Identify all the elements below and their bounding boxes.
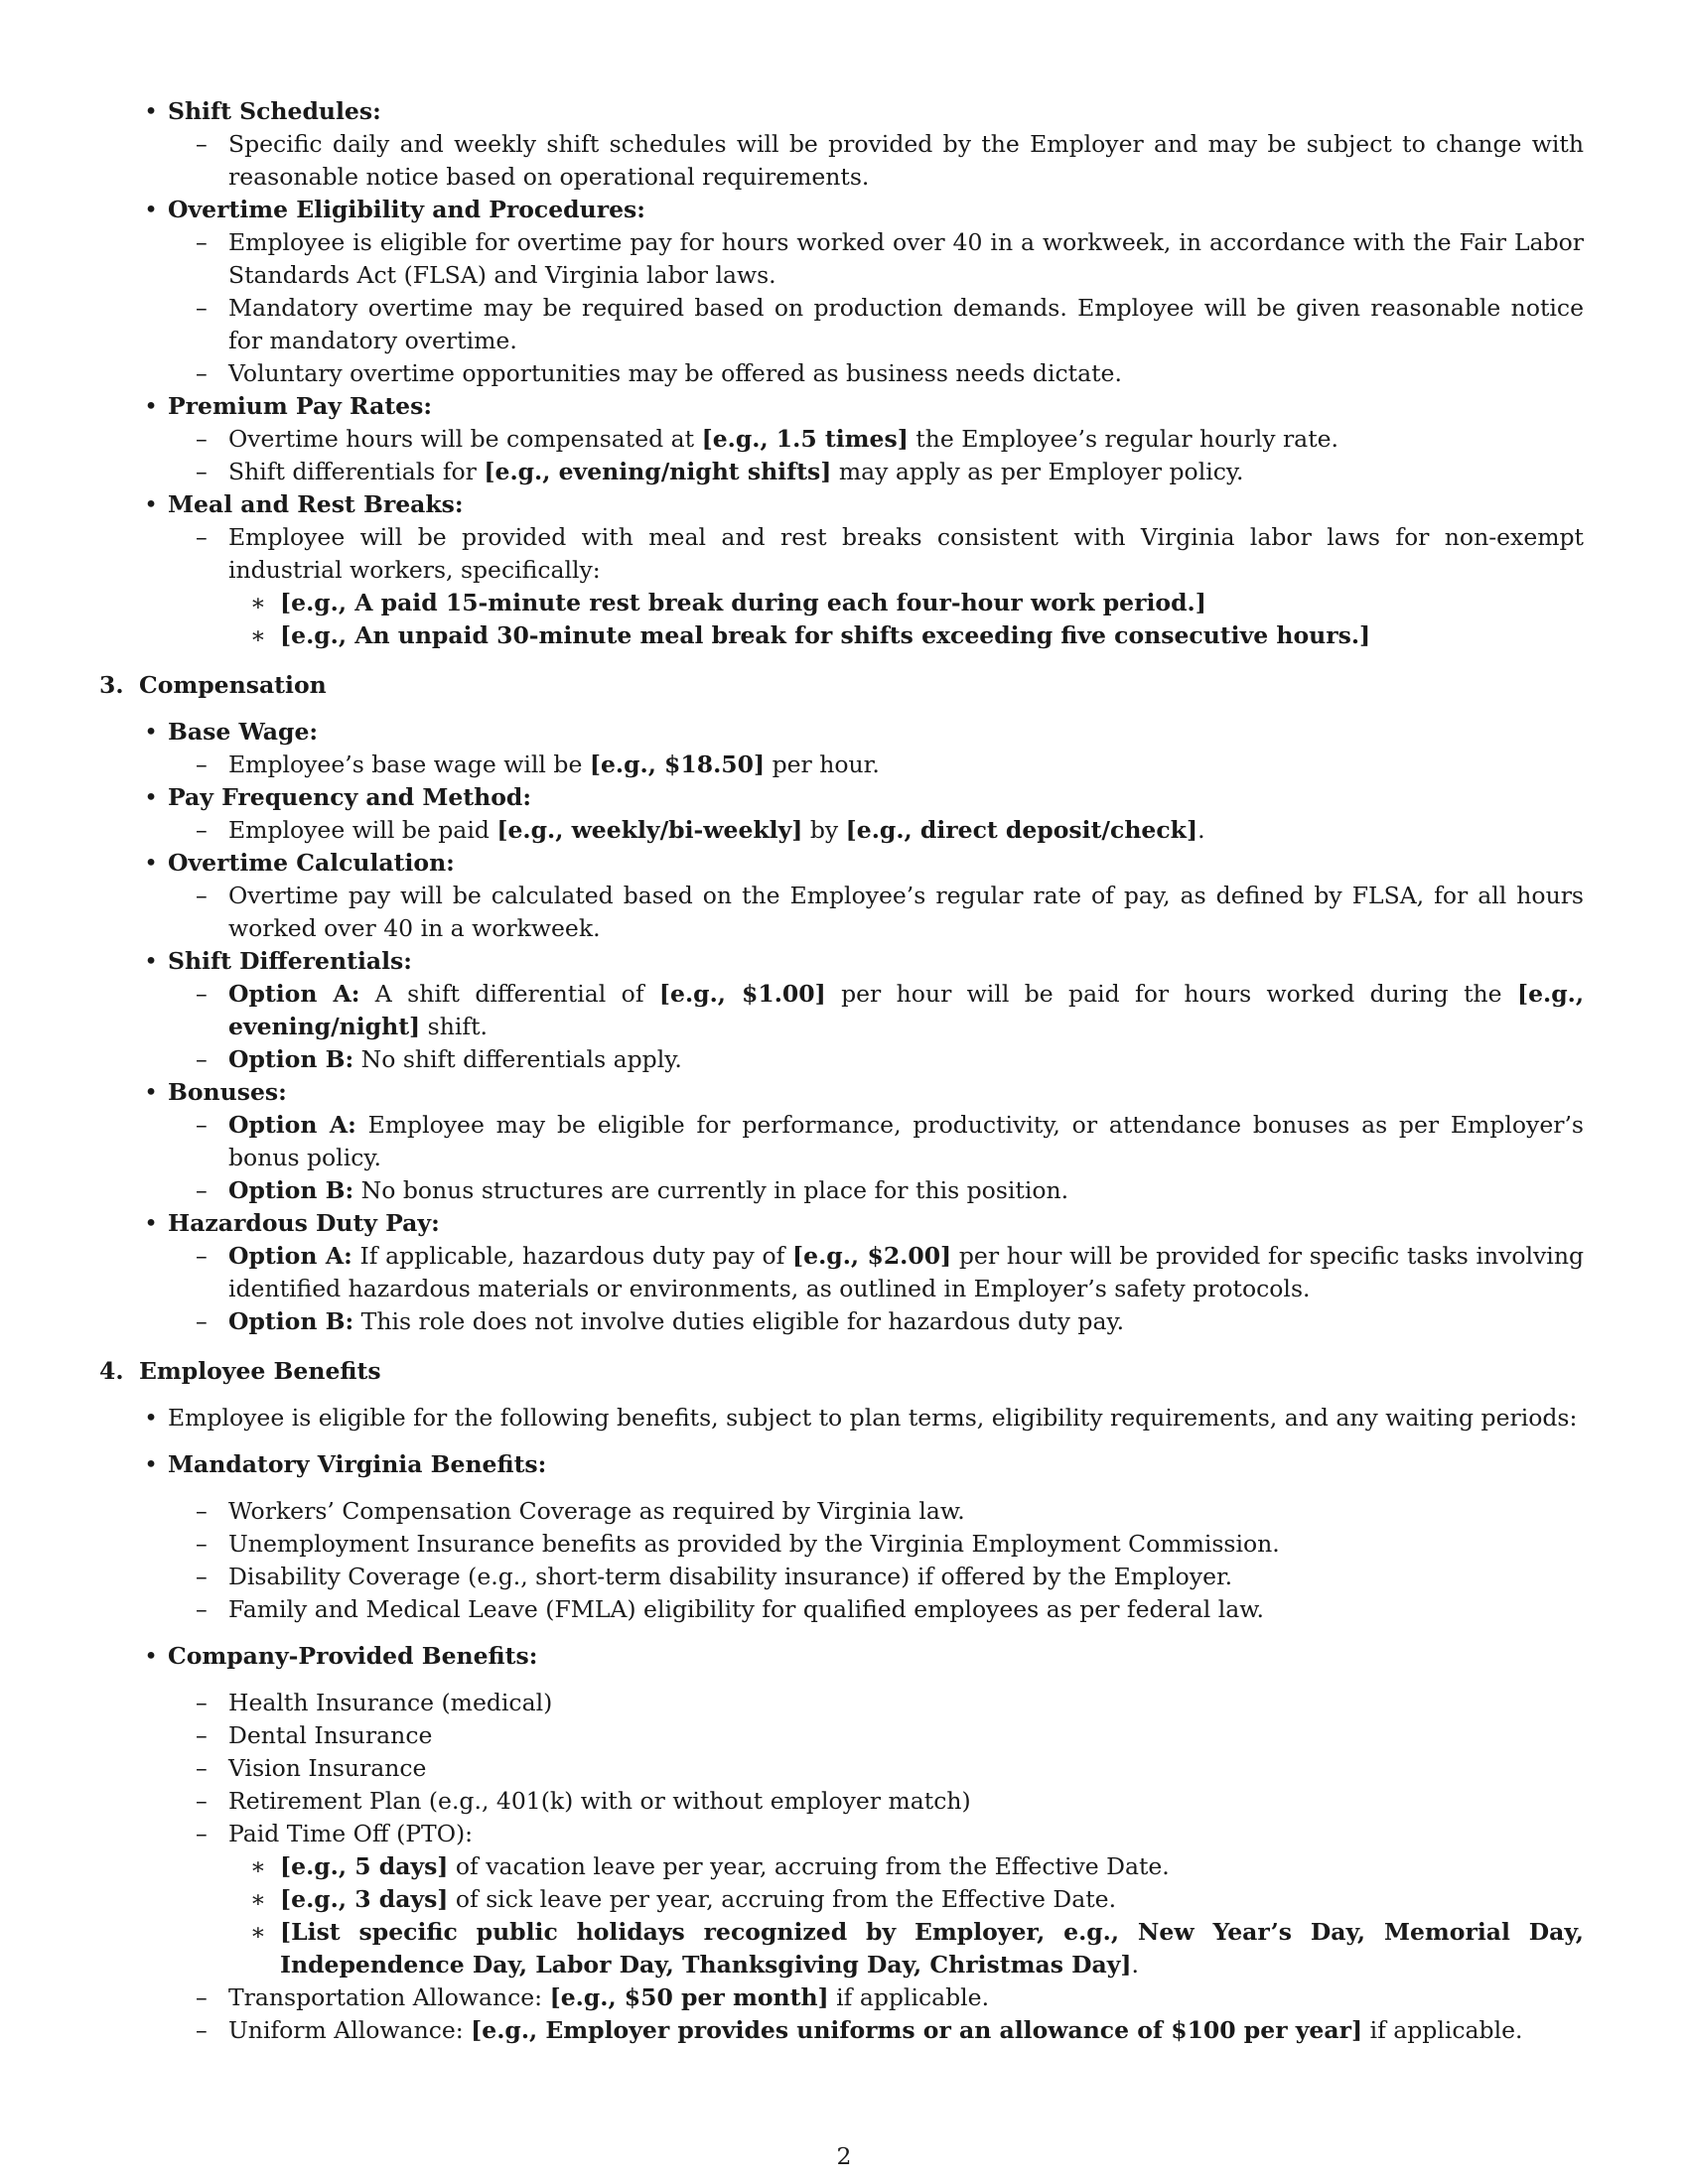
transport-text-c: if applicable. <box>828 1983 990 2011</box>
meal-placeholder-2: [e.g., An unpaid 30-minute meal break for shifts exceeding five consecutive hours.] <box>280 621 1371 649</box>
list-item <box>134 1687 1584 1719</box>
list-item <box>134 2014 1584 2047</box>
dash-marker: – <box>196 1754 208 1782</box>
dash-marker: – <box>196 1595 208 1623</box>
base-text-a: Employee’s base wage will be <box>228 751 590 778</box>
heading-meal-rest: Meal and Rest Breaks: <box>168 490 464 518</box>
section-number: 3. <box>99 671 124 699</box>
diff-text-a1: A shift differential of <box>359 980 659 1008</box>
sub-list-item <box>134 1883 1584 1916</box>
bullet-marker: • <box>144 1642 158 1670</box>
pto-placeholder-1: [e.g., 5 days] <box>280 1852 449 1880</box>
company-item: Retirement Plan (e.g., 401(k) with or without employer match) <box>228 1787 971 1815</box>
shift-text: Specific daily and weekly shift schedules will be provided by the Employer and may be subject to change with reasonable notice based on operational requirements. <box>228 130 1584 191</box>
list-item <box>134 1495 1584 1528</box>
diff-placeholder-2: [e.g., evening/night] <box>228 980 1584 1040</box>
bullet-marker: • <box>144 1209 158 1237</box>
dash-marker: – <box>196 425 208 453</box>
list-item <box>134 357 1584 390</box>
list-item <box>134 749 1584 781</box>
company-item: Health Insurance (medical) <box>228 1689 553 1716</box>
dash-marker: – <box>196 1563 208 1590</box>
bullet-marker: • <box>144 392 158 420</box>
list-item <box>134 1240 1584 1305</box>
meal-text: Employee will be provided with meal and rest breaks consistent with Virginia labor laws for non-exempt industrial workers, specifically: <box>228 523 1584 584</box>
freq-text-c: by <box>802 816 846 844</box>
list-item <box>134 1818 1584 1850</box>
company-item: Dental Insurance <box>228 1721 433 1749</box>
premium-placeholder-1: [e.g., 1.5 times] <box>701 425 909 453</box>
option-b-label: Option B: <box>228 1176 354 1204</box>
bullet-mandatory-benefits <box>134 1448 1584 1481</box>
asterisk-marker: ∗ <box>250 1885 266 1913</box>
section-4-heading <box>99 1355 1584 1388</box>
heading-company-benefits: Company-Provided Benefits: <box>168 1642 538 1670</box>
list-item <box>134 1561 1584 1593</box>
list-item <box>134 1981 1584 2014</box>
dash-marker: – <box>196 228 208 256</box>
bullet-shift-differentials <box>134 945 1584 978</box>
list-item <box>134 1109 1584 1174</box>
section-title: Compensation <box>139 671 327 699</box>
bullet-marker: • <box>144 718 158 746</box>
freq-placeholder-1: [e.g., weekly/bi-weekly] <box>496 816 803 844</box>
list-item <box>134 128 1584 194</box>
list-item <box>134 1752 1584 1785</box>
heading-shift-schedules: Shift Schedules: <box>168 97 381 125</box>
bullet-bonuses <box>134 1076 1584 1109</box>
section-number: 4. <box>99 1357 124 1385</box>
list-item <box>134 1719 1584 1752</box>
dash-marker: – <box>196 751 208 778</box>
premium-placeholder-2: [e.g., evening/night shifts] <box>484 458 832 485</box>
list-item <box>134 292 1584 357</box>
ot-text-3: Voluntary overtime opportunities may be offered as business needs dictate. <box>228 359 1122 387</box>
bullet-meal-rest <box>134 488 1584 521</box>
benefits-intro-text: Employee is eligible for the following benefits, subject to plan terms, eligibility requirements, and any waiting periods: <box>168 1404 1578 1432</box>
bullet-marker: • <box>144 1404 158 1432</box>
heading-base-wage: Base Wage: <box>168 718 319 746</box>
dash-marker: – <box>196 1176 208 1204</box>
bullet-company-benefits <box>134 1640 1584 1673</box>
pto-text-2: of sick leave per year, accruing from the Effective Date. <box>448 1885 1117 1913</box>
company-item: Vision Insurance <box>228 1754 427 1782</box>
hazard-text-b1: This role does not involve duties eligible for hazardous duty pay. <box>353 1307 1125 1335</box>
transport-text-a: Transportation Allowance: <box>228 1983 550 2011</box>
heading-bonuses: Bonuses: <box>168 1078 287 1106</box>
bullet-overtime-eligibility <box>134 194 1584 226</box>
dash-marker: – <box>196 1787 208 1815</box>
dash-marker: – <box>196 1820 208 1847</box>
bullet-marker: • <box>144 97 158 125</box>
pto-placeholder-2: [e.g., 3 days] <box>280 1885 449 1913</box>
bullet-base-wage <box>134 716 1584 749</box>
list-item <box>134 456 1584 488</box>
bullet-marker: • <box>144 1450 158 1478</box>
bonus-text-b1: No bonus structures are currently in place for this position. <box>353 1176 1069 1204</box>
pto-placeholder-holidays: [List specific public holidays recognized by Employer, e.g., New Year’s Day, Memorial Day, Independence Day, Labor Day, Thanksgiving Day, Christmas Day] <box>280 1918 1584 1979</box>
dash-marker: – <box>196 1307 208 1335</box>
dash-marker: – <box>196 1530 208 1558</box>
option-a-label: Option A: <box>228 980 360 1008</box>
dash-marker: – <box>196 816 208 844</box>
uniform-text-c: if applicable. <box>1362 2016 1523 2044</box>
dash-marker: – <box>196 1721 208 1749</box>
bullet-marker: • <box>144 1078 158 1106</box>
heading-mandatory-benefits: Mandatory Virginia Benefits: <box>168 1450 547 1478</box>
asterisk-marker: ∗ <box>250 1918 266 1946</box>
option-a-label: Option A: <box>228 1111 356 1139</box>
diff-text-b1: No shift differentials apply. <box>353 1045 682 1073</box>
list-item <box>134 1305 1584 1338</box>
sub-list-item <box>134 587 1584 619</box>
freq-text-a: Employee will be paid <box>228 816 497 844</box>
otcalc-text: Overtime pay will be calculated based on the Employee’s regular rate of pay, as defined by FLSA, for all hours worked over 40 in a workweek. <box>228 882 1584 942</box>
heading-hazardous-duty: Hazardous Duty Pay: <box>168 1209 440 1237</box>
premium-text-2c: may apply as per Employer policy. <box>831 458 1244 485</box>
mandatory-item: Workers’ Compensation Coverage as required by Virginia law. <box>228 1497 965 1525</box>
heading-shift-differentials: Shift Differentials: <box>168 947 412 975</box>
dash-marker: – <box>196 130 208 158</box>
dash-marker: – <box>196 1497 208 1525</box>
dash-marker: – <box>196 1111 208 1139</box>
mandatory-item: Family and Medical Leave (FMLA) eligibility for qualified employees as per federal law. <box>228 1595 1265 1623</box>
meal-placeholder-1: [e.g., A paid 15-minute rest break during each four-hour work period.] <box>280 589 1206 616</box>
premium-text-1a: Overtime hours will be compensated at <box>228 425 702 453</box>
diff-placeholder-1: [e.g., $1.00] <box>658 980 826 1008</box>
bonus-text-a1: Employee may be eligible for performance, productivity, or attendance bonuses as per Employer’s bonus policy. <box>228 1111 1584 1171</box>
bullet-shift-schedules <box>134 95 1584 128</box>
option-b-label: Option B: <box>228 1045 354 1073</box>
list-item <box>134 1593 1584 1626</box>
heading-premium-pay: Premium Pay Rates: <box>168 392 433 420</box>
document-page <box>99 95 1585 2047</box>
dash-marker: – <box>196 523 208 551</box>
bullet-hazardous-duty <box>134 1207 1584 1240</box>
list-item <box>134 1785 1584 1818</box>
uniform-text-a: Uniform Allowance: <box>228 2016 472 2044</box>
heading-pay-frequency: Pay Frequency and Method: <box>168 783 532 811</box>
bullet-marker: • <box>144 196 158 223</box>
hazard-text-a1: If applicable, hazardous duty pay of <box>352 1242 793 1270</box>
pto-text-1: of vacation leave per year, accruing from the Effective Date. <box>448 1852 1170 1880</box>
pto-text-3: . <box>1131 1951 1139 1979</box>
diff-text-a5: shift. <box>420 1013 488 1040</box>
mandatory-item: Unemployment Insurance benefits as provided by the Virginia Employment Commission. <box>228 1530 1280 1558</box>
list-item <box>134 814 1584 847</box>
list-item <box>134 1174 1584 1207</box>
dash-marker: – <box>196 1689 208 1716</box>
list-item <box>134 423 1584 456</box>
dash-marker: – <box>196 980 208 1008</box>
diff-text-a3: per hour will be paid for hours worked during the <box>825 980 1517 1008</box>
bullet-marker: • <box>144 783 158 811</box>
freq-text-e: . <box>1197 816 1205 844</box>
asterisk-marker: ∗ <box>250 621 266 649</box>
option-b-label: Option B: <box>228 1307 354 1335</box>
premium-text-2a: Shift differentials for <box>228 458 485 485</box>
hazard-text-a3: per hour will be provided for specific tasks involving identified hazardous materials or environments, as outlined in Employer’s safety protocols. <box>228 1242 1585 1302</box>
base-placeholder: [e.g., $18.50] <box>589 751 766 778</box>
heading-overtime-eligibility: Overtime Eligibility and Procedures: <box>168 196 645 223</box>
list-item <box>134 226 1584 292</box>
freq-placeholder-2: [e.g., direct deposit/check] <box>845 816 1198 844</box>
ot-text-1: Employee is eligible for overtime pay for hours worked over 40 in a workweek, in accordance with the Fair Labor Standards Act (FLSA) and Virginia labor laws. <box>228 228 1584 289</box>
premium-text-1c: the Employee’s regular hourly rate. <box>908 425 1339 453</box>
section-title: Employee Benefits <box>139 1357 381 1385</box>
sub-list-item <box>134 619 1584 652</box>
transport-placeholder: [e.g., $50 per month] <box>549 1983 829 2011</box>
ot-text-2: Mandatory overtime may be required based on production demands. Employee will be given reasonable notice for mandatory overtime. <box>228 294 1584 354</box>
mandatory-item: Disability Coverage (e.g., short-term disability insurance) if offered by the Employer. <box>228 1563 1233 1590</box>
company-item-pto: Paid Time Off (PTO): <box>228 1820 474 1847</box>
list-item <box>134 1528 1584 1561</box>
bullet-benefits-intro <box>134 1402 1584 1434</box>
asterisk-marker: ∗ <box>250 1852 266 1880</box>
bullet-pay-frequency <box>134 781 1584 814</box>
heading-overtime-calculation: Overtime Calculation: <box>168 849 455 877</box>
uniform-placeholder: [e.g., Employer provides uniforms or an allowance of $100 per year] <box>471 2016 1363 2044</box>
bullet-marker: • <box>144 849 158 877</box>
page-number: 2 <box>836 2142 852 2170</box>
option-a-label: Option A: <box>228 1242 352 1270</box>
bullet-marker: • <box>144 490 158 518</box>
bullet-marker: • <box>144 947 158 975</box>
sub-list-item <box>134 1916 1584 1981</box>
base-text-c: per hour. <box>765 751 880 778</box>
list-item <box>134 1043 1584 1076</box>
dash-marker: – <box>196 359 208 387</box>
dash-marker: – <box>196 458 208 485</box>
dash-marker: – <box>196 2016 208 2044</box>
list-item <box>134 978 1584 1043</box>
section-3-heading <box>99 669 1584 702</box>
asterisk-marker: ∗ <box>250 589 266 616</box>
dash-marker: – <box>196 1045 208 1073</box>
bullet-premium-pay <box>134 390 1584 423</box>
dash-marker: – <box>196 882 208 909</box>
dash-marker: – <box>196 1242 208 1270</box>
list-item <box>134 521 1584 587</box>
sub-list-item <box>134 1850 1584 1883</box>
bullet-overtime-calculation <box>134 847 1584 880</box>
dash-marker: – <box>196 294 208 322</box>
hazard-placeholder: [e.g., $2.00] <box>792 1242 952 1270</box>
dash-marker: – <box>196 1983 208 2011</box>
list-item <box>134 880 1584 945</box>
